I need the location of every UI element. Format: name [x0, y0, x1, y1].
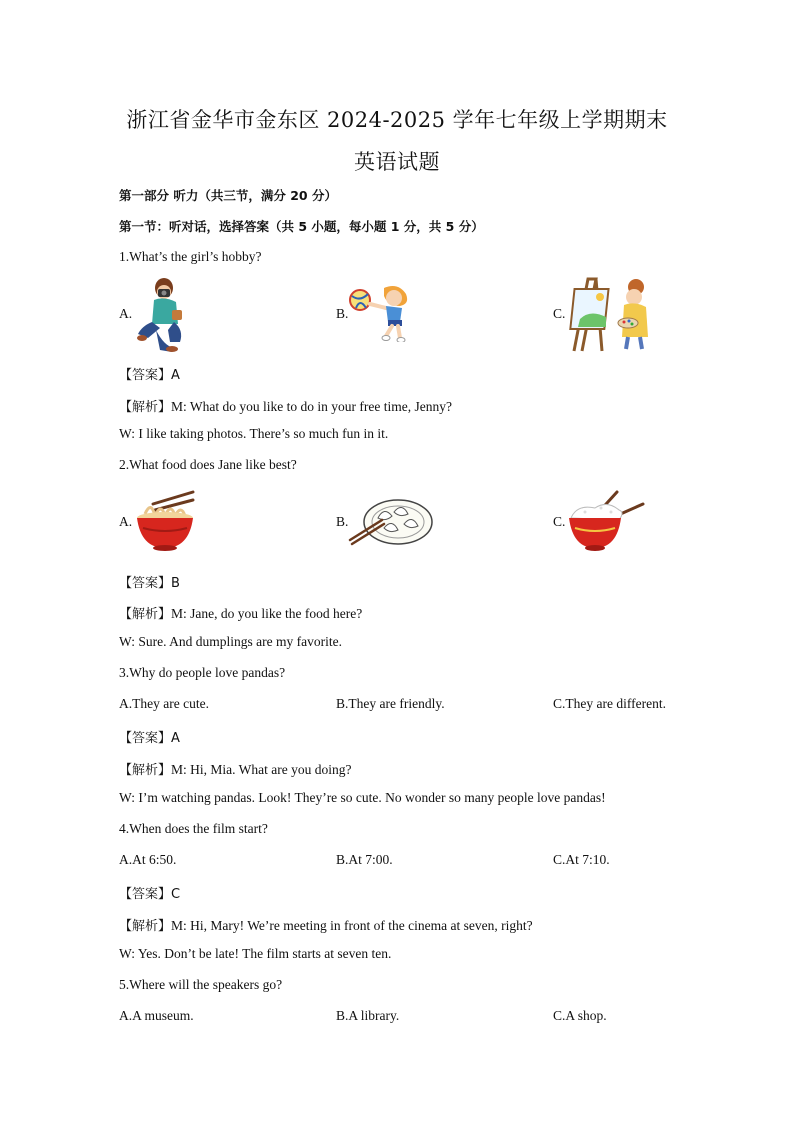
- exam-title: 浙江省金华市金东区 2024-2025 学年七年级上学期期末: [126, 108, 668, 132]
- analysis-text: M: Hi, Mary! We’re meeting in front of the cinema at seven, right?: [171, 918, 533, 933]
- q2-analysis-w: W: Sure. And dumplings are my favorite.: [119, 634, 342, 649]
- q5-option-c: C.A shop.: [553, 1008, 607, 1023]
- question-3: 3.Why do people love pandas?: [119, 665, 286, 680]
- analysis-label: 【解析】: [119, 919, 172, 934]
- q2-option-a: A.: [119, 514, 133, 529]
- analysis-text: M: What do you like to do in your free time, Jenny?: [171, 399, 452, 414]
- q3-answer: [119, 727, 180, 746]
- q4-analysis-w: W: Yes. Don’t be late! The film starts at seven ten.: [119, 946, 392, 961]
- answer-label: 【答案】: [119, 576, 172, 591]
- q1-option-b: B.: [336, 306, 349, 321]
- analysis-label: 【解析】: [119, 607, 172, 622]
- answer-value: A: [171, 731, 180, 746]
- analysis-label: 【解析】: [119, 400, 172, 415]
- q4-answer: [119, 883, 180, 902]
- analysis-text: M: Hi, Mia. What are you doing?: [171, 762, 352, 777]
- question-5: 5.Where will the speakers go?: [119, 977, 283, 992]
- q3-option-c: C.They are different.: [553, 696, 666, 711]
- q1-answer: [119, 364, 180, 383]
- section-heading: 第一节：听对话，选择答案（共 5 小题，每小题 1 分，共 5 分）: [119, 219, 484, 234]
- answer-label: 【答案】: [119, 887, 172, 902]
- q1-analysis-w: W: I like taking photos. There’s so much fun in it.: [119, 426, 389, 441]
- question-4: 4.When does the film start?: [119, 821, 268, 836]
- q3-analysis-m: [119, 759, 351, 778]
- volleyball-girl-icon: [348, 284, 420, 342]
- answer-value: B: [171, 576, 180, 591]
- exam-subtitle: 英语试题: [354, 150, 440, 174]
- q2-answer: [119, 572, 180, 591]
- noodles-bowl-icon: [133, 490, 195, 552]
- analysis-text: M: Jane, do you like the food here?: [171, 606, 363, 621]
- answer-value: A: [171, 368, 180, 383]
- question-1: 1.What’s the girl’s hobby?: [119, 249, 262, 264]
- answer-label: 【答案】: [119, 368, 172, 383]
- q4-option-b: B.At 7:00.: [336, 852, 393, 867]
- dumplings-plate-icon: [348, 496, 434, 546]
- q5-option-b: B.A library.: [336, 1008, 400, 1023]
- q4-analysis-m: [119, 915, 533, 934]
- q1-analysis-m: [119, 396, 452, 415]
- q3-option-a: A.They are cute.: [119, 696, 209, 711]
- photographer-girl-icon: [134, 276, 192, 352]
- q2-analysis-m: [119, 603, 362, 622]
- q4-option-c: C.At 7:10.: [553, 852, 610, 867]
- q3-option-b: B.They are friendly.: [336, 696, 445, 711]
- q2-option-c: C.: [553, 514, 566, 529]
- question-2: 2.What food does Jane like best?: [119, 457, 297, 472]
- q2-option-b: B.: [336, 514, 349, 529]
- q1-option-a: A.: [119, 306, 133, 321]
- part-heading: 第一部分 听力（共三节，满分 20 分）: [119, 188, 337, 203]
- q4-option-a: A.At 6:50.: [119, 852, 177, 867]
- analysis-label: 【解析】: [119, 763, 172, 778]
- q5-option-a: A.A museum.: [119, 1008, 194, 1023]
- painting-girl-icon: [566, 275, 654, 353]
- answer-label: 【答案】: [119, 731, 172, 746]
- rice-bowl-icon: [567, 490, 645, 552]
- q1-option-c: C.: [553, 306, 566, 321]
- answer-value: C: [171, 887, 181, 902]
- q3-analysis-w: W: I’m watching pandas. Look! They’re so cute. No wonder so many people love pandas!: [119, 790, 606, 805]
